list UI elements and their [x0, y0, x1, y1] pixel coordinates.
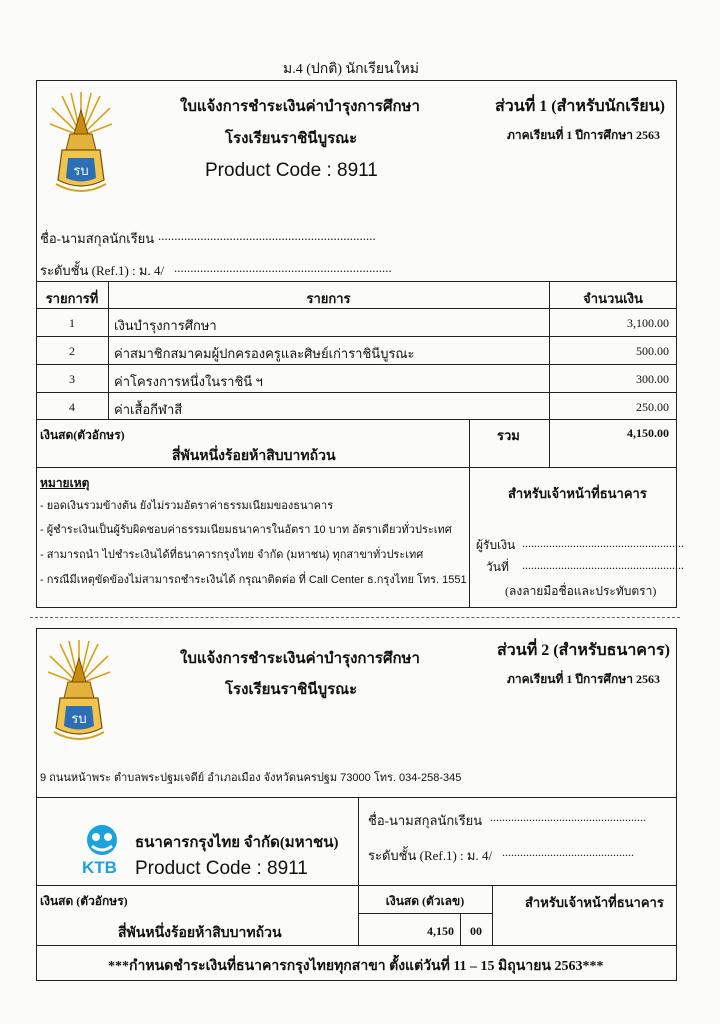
- receiver-label: ผู้รับเงิน: [476, 538, 516, 552]
- part2-label: ส่วนที่ 2 (สำหรับธนาคาร): [497, 642, 670, 659]
- student-name-label: ชื่อ-นามสกุลนักเรียน: [40, 231, 155, 246]
- part2-school-name: โรงเรียนราชินีบูรณะ: [225, 682, 358, 698]
- level-field[interactable]: ...................................................................: [174, 260, 392, 275]
- bank-officer-title: สำหรับเจ้าหน้าที่ธนาคาร: [508, 486, 647, 501]
- part1-product-code: Product Code : 8911: [205, 160, 378, 181]
- part1-school-name: โรงเรียนราชินีบูรณะ: [225, 131, 358, 147]
- row-item: ค่าเสื้อกีฬาสี: [114, 402, 183, 417]
- cut-line: [30, 617, 680, 618]
- table-header-no: รายการที่: [45, 291, 99, 306]
- school-emblem-icon: [46, 636, 112, 748]
- part1-title: ใบแจ้งการชำระเงินค่าบำรุงการศึกษา: [180, 99, 420, 115]
- part1-semester: ภาคเรียนที่ 1 ปีการศึกษา 2563: [507, 128, 660, 142]
- row-amount: 500.00: [636, 344, 669, 358]
- part2-bank-officer-title: สำหรับเจ้าหน้าที่ธนาคาร: [525, 895, 664, 910]
- date-label: วันที่: [486, 560, 509, 574]
- svg-text:รบ: รบ: [71, 712, 87, 727]
- note-item: - กรณีมีเหตุขัดข้องไม่สามารถชำระเงินได้ กรุณาติดต่อ ที่ Call Center ธ.กรุงไทย โทร. 1551: [40, 574, 467, 586]
- note-item: - ผู้ชำระเงินเป็นผู้รับผิดชอบค่าธรรมเนียมธนาคารในอัตรา 10 บาท อัตราเดียวทั่วประเทศ: [40, 524, 452, 536]
- date-field[interactable]: ......................................................: [522, 558, 684, 572]
- student-name-field[interactable]: ...................................................................: [158, 228, 376, 243]
- table-header-item: รายการ: [306, 291, 351, 306]
- cash-words-label: เงินสด(ตัวอักษร): [40, 428, 125, 442]
- cash-number-label: เงินสด (ตัวเลข): [385, 894, 465, 908]
- cash-satang: 00: [470, 924, 482, 938]
- row-item: ค่าโครงการหนึ่งในราชินี ฯ: [114, 374, 263, 389]
- part2-level-label: ระดับชั้น (Ref.1) : ม. 4/: [368, 848, 493, 863]
- sign-note: (ลงลายมือชื่อและประทับตรา): [505, 584, 657, 598]
- row-no: 1: [69, 316, 75, 330]
- part2-level-field[interactable]: ............................................: [502, 845, 634, 859]
- part2-semester: ภาคเรียนที่ 1 ปีการศึกษา 2563: [507, 672, 660, 686]
- part2-cash-words-label: เงินสด (ตัวอักษร): [40, 894, 128, 908]
- payment-deadline-note: ***กำหนดชำระเงินที่ธนาคารกรุงไทยทุกสาขา ตั้งแต่วันที่ 11 – 15 มิถุนายน 2563***: [108, 959, 604, 974]
- row-amount: 3,100.00: [627, 316, 669, 330]
- table-header-amount: จำนวนเงิน: [583, 291, 643, 306]
- note-item: - สามารถนำ ไปชำระเงินได้ที่ธนาคารกรุงไทย จำกัด (มหาชน) ทุกสาขาทั่วประเทศ: [40, 549, 424, 561]
- part2-cash-words: สี่พันหนึ่งร้อยห้าสิบบาทถ้วน: [118, 926, 282, 941]
- row-no: 4: [69, 400, 75, 414]
- part2-student-name-label: ชื่อ-นามสกุลนักเรียน: [368, 813, 483, 828]
- total-amount: 4,150.00: [627, 426, 669, 440]
- school-emblem-icon: [48, 88, 114, 200]
- part2-student-name-field[interactable]: ....................................................: [490, 810, 646, 824]
- ktb-logo-text: KTB: [82, 858, 117, 877]
- form-type-label: ม.4 (ปกติ) นักเรียนใหม่: [283, 62, 419, 77]
- notes-title: หมายเหตุ: [40, 476, 90, 490]
- row-no: 3: [69, 372, 75, 386]
- row-no: 2: [69, 344, 75, 358]
- note-item: - ยอดเงินรวมข้างต้น ยังไม่รวมอัตราค่าธรรมเนียมของธนาคาร: [40, 500, 334, 512]
- row-amount: 250.00: [636, 400, 669, 414]
- row-item: เงินบำรุงการศึกษา: [114, 318, 217, 333]
- row-amount: 300.00: [636, 372, 669, 386]
- part1-label: ส่วนที่ 1 (สำหรับนักเรียน): [495, 98, 665, 115]
- school-address: 9 ถนนหน้าพระ ตำบลพระปฐมเจดีย์ อำเภอเมือง จังหวัดนครปฐม 73000 โทร. 034-258-345: [40, 772, 462, 784]
- total-label: รวม: [497, 428, 520, 443]
- cash-words: สี่พันหนึ่งร้อยห้าสิบบาทถ้วน: [172, 449, 336, 464]
- part2-title: ใบแจ้งการชำระเงินค่าบำรุงการศึกษา: [180, 651, 420, 667]
- row-item: ค่าสมาชิกสมาคมผู้ปกครองครูและศิษย์เก่าราชินีบูรณะ: [114, 346, 415, 361]
- bank-name: ธนาคารกรุงไทย จำกัด(มหาชน): [135, 835, 339, 851]
- svg-text:รบ: รบ: [73, 164, 89, 179]
- receiver-field[interactable]: ......................................................: [522, 536, 684, 550]
- part2-product-code: Product Code : 8911: [135, 858, 308, 879]
- cash-baht: 4,150: [427, 924, 454, 938]
- level-label: ระดับชั้น (Ref.1) : ม. 4/: [40, 263, 165, 278]
